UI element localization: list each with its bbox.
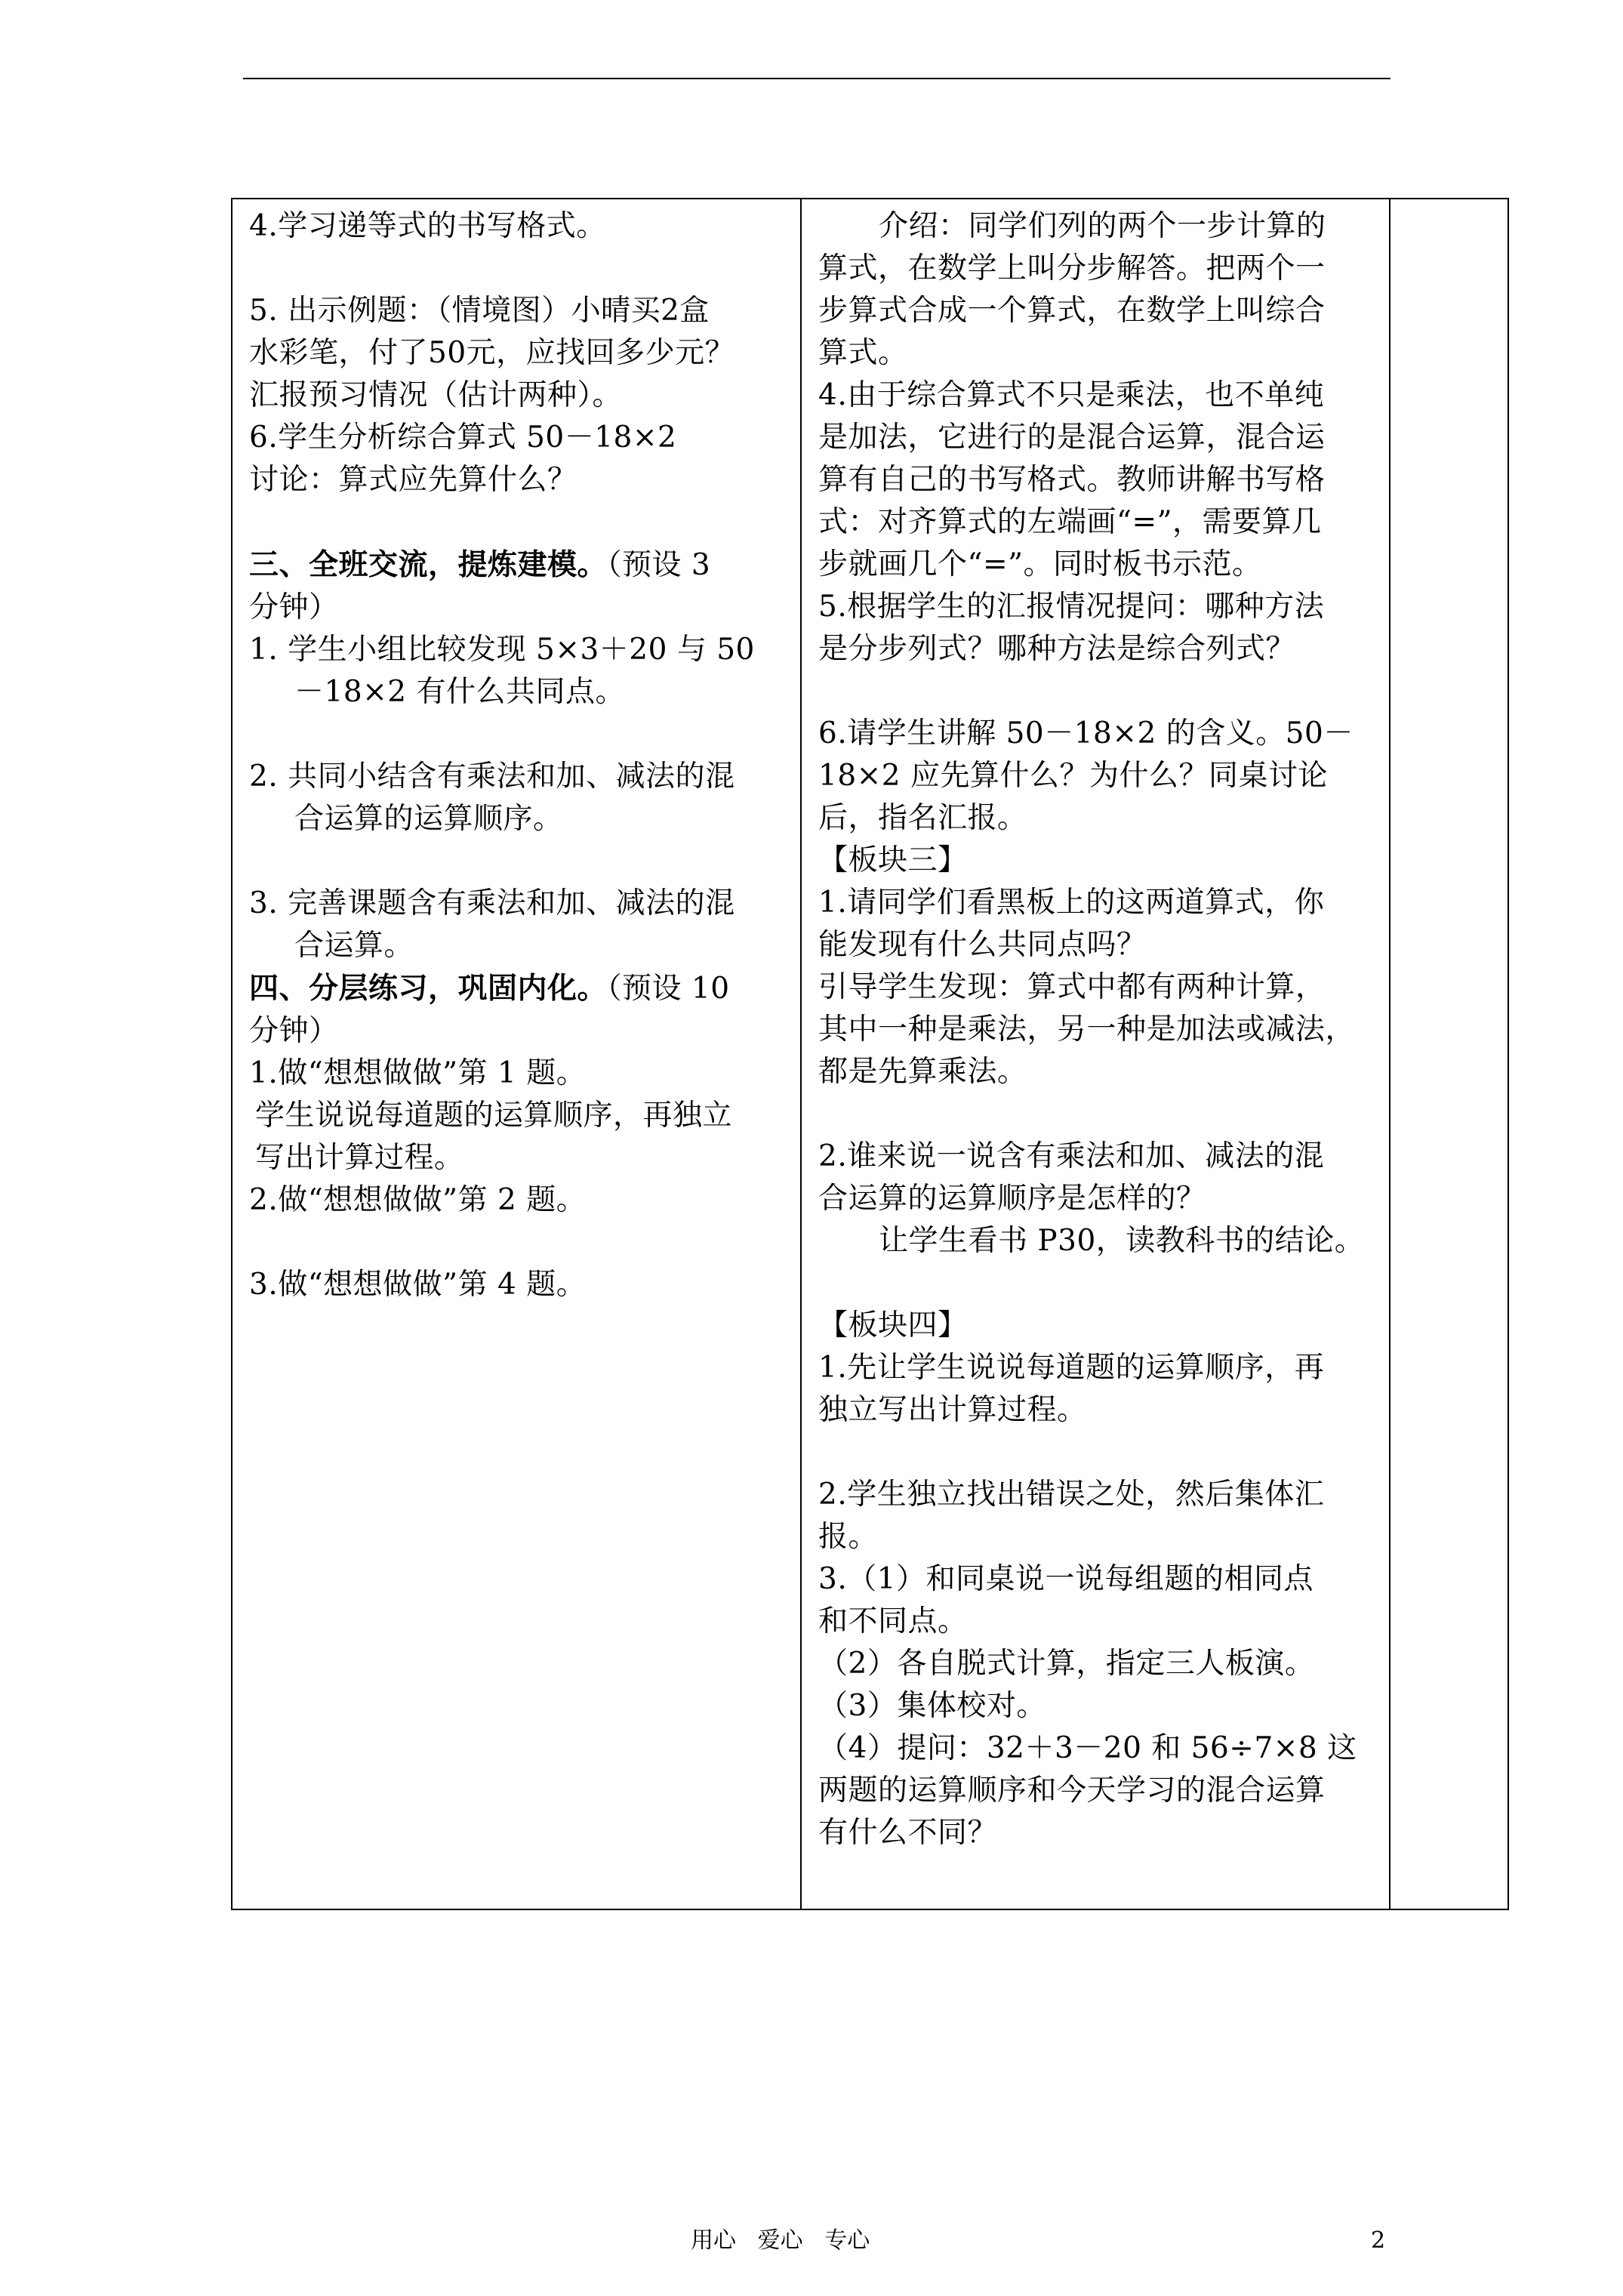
footer-motto: 用心 爱心 专心 (691, 2227, 870, 2254)
teacher-activity-text (818, 205, 1374, 1854)
text-line: 水彩笔，付了50元，应找回多少元？ (249, 336, 735, 370)
text-line: 是加法，它进行的是混合运算，混合运 (818, 421, 1326, 455)
text-line: 5.根据学生的汇报情况提问：哪种方法 (818, 590, 1325, 624)
text-line: 讨论：算式应先算什么？ (249, 463, 577, 497)
text-line: 让学生看书 P30，读教科书的结论。 (879, 1224, 1365, 1258)
text-line: 合运算的运算顺序是怎样的？ (818, 1182, 1206, 1216)
header-rule (243, 78, 1390, 79)
page-number: 2 (1371, 2227, 1386, 2254)
notes-cell (1390, 199, 1508, 1909)
section-heading: 四、分层练习，巩固内化。 (249, 971, 608, 1006)
text-line: 报。 (818, 1520, 879, 1554)
section-duration: （预设 10 (607, 972, 730, 1006)
text-line: 是分步列式？哪种方法是综合列式？ (818, 632, 1296, 666)
section-heading: 三、全班交流，提炼建模。 (249, 547, 608, 582)
text-line: 算式，在数学上叫分步解答。把两个一 (818, 251, 1326, 285)
text-line: 引导学生发现：算式中都有两种计算， (818, 970, 1326, 1004)
text-line: 【板块四】 (818, 1308, 968, 1342)
text-line (249, 544, 785, 587)
text-line: 合运算的运算顺序。 (294, 802, 563, 836)
text-line: 2.做“想想做做”第 2 题。 (249, 1183, 587, 1217)
text-line: 其中一种是乘法，另一种是加法或减法， (818, 1012, 1356, 1046)
text-line: 2.谁来说一说含有乘法和加、减法的混 (818, 1139, 1325, 1173)
text-line: 6.学生分析综合算式 50－18×2 (249, 421, 677, 455)
text-line: 3.（1）和同桌说一说每组题的相同点 (818, 1562, 1314, 1596)
blank-line (249, 501, 785, 544)
blank-line (249, 713, 785, 756)
text-line: （4）提问：32＋3－20 和 56÷7×8 这 (818, 1731, 1357, 1765)
text-line: 1.做“想想做做”第 1 题。 (249, 1056, 587, 1090)
text-line: 都是先算乘法。 (818, 1055, 1027, 1089)
text-line: 【板块三】 (818, 843, 968, 877)
text-line: 合运算。 (294, 929, 414, 963)
lesson-plan-table (231, 198, 1509, 1910)
text-line: 学生说说每道题的运算顺序，再独立 (255, 1099, 733, 1133)
text-line: 4.学习递等式的书写格式。 (249, 209, 606, 243)
text-line: 6.请学生讲解 50－18×2 的含义。50－ (818, 717, 1354, 750)
table-row (232, 199, 1508, 1909)
text-line: 写出计算过程。 (255, 1141, 464, 1175)
blank-line (818, 1093, 1374, 1136)
text-line: 18×2 应先算什么？为什么？同桌讨论 (818, 759, 1329, 793)
blank-line (818, 1432, 1374, 1474)
teacher-activity-cell (801, 199, 1390, 1909)
text-line: 后，指名汇报。 (818, 801, 1027, 835)
section-duration: （预设 3 (607, 548, 711, 582)
text-line: （2）各自脱式计算，指定三人板演。 (818, 1647, 1315, 1681)
text-line: 两题的运算顺序和今天学习的混合运算 (818, 1774, 1326, 1808)
text-line: －18×2 有什么共同点。 (294, 675, 626, 709)
student-activity-text (249, 205, 785, 1306)
text-line: 4.由于综合算式不只是乘法，也不单纯 (818, 378, 1325, 412)
text-line (249, 967, 785, 1010)
text-line: 1. 学生小组比较发现 5×3＋20 与 50 (249, 633, 755, 667)
text-line: 2. 共同小结含有乘法和加、减法的混 (249, 760, 735, 794)
text-line: 介绍：同学们列的两个一步计算的 (879, 209, 1326, 243)
text-line: 分钟） (249, 1014, 339, 1048)
blank-line (818, 1262, 1374, 1305)
text-line: 步算式合成一个算式，在数学上叫综合 (818, 294, 1326, 328)
text-line: 式：对齐算式的左端画“=”，需要算几 (818, 505, 1322, 539)
text-line: 算有自己的书写格式。教师讲解书写格 (818, 463, 1326, 497)
text-line: 和不同点。 (818, 1604, 968, 1638)
student-activity-cell (232, 199, 801, 1909)
blank-line (818, 670, 1374, 713)
blank-line (249, 840, 785, 883)
text-line: 1.请同学们看黑板上的这两道算式，你 (818, 886, 1325, 920)
blank-line (249, 248, 785, 290)
text-line: 算式。 (818, 336, 908, 370)
text-line: 有什么不同？ (818, 1816, 998, 1850)
text-line: 3. 完善课题含有乘法和加、减法的混 (249, 886, 735, 920)
text-line: 3.做“想想做做”第 4 题。 (249, 1268, 587, 1302)
text-line: 步就画几个“=”。同时板书示范。 (818, 547, 1262, 581)
text-line: 汇报预习情况（估计两种）。 (249, 378, 623, 412)
text-line: （3）集体校对。 (818, 1689, 1046, 1723)
text-line: 2.学生独立找出错误之处，然后集体汇 (818, 1478, 1325, 1512)
text-line: 能发现有什么共同点吗？ (818, 928, 1147, 962)
text-line: 1.先让学生说说每道题的运算顺序，再 (818, 1351, 1325, 1385)
text-line: 5. 出示例题：（情境图）小晴买2盒 (249, 294, 710, 328)
text-line: 分钟） (249, 590, 339, 624)
text-line: 独立写出计算过程。 (818, 1393, 1087, 1427)
blank-line (249, 1222, 785, 1264)
